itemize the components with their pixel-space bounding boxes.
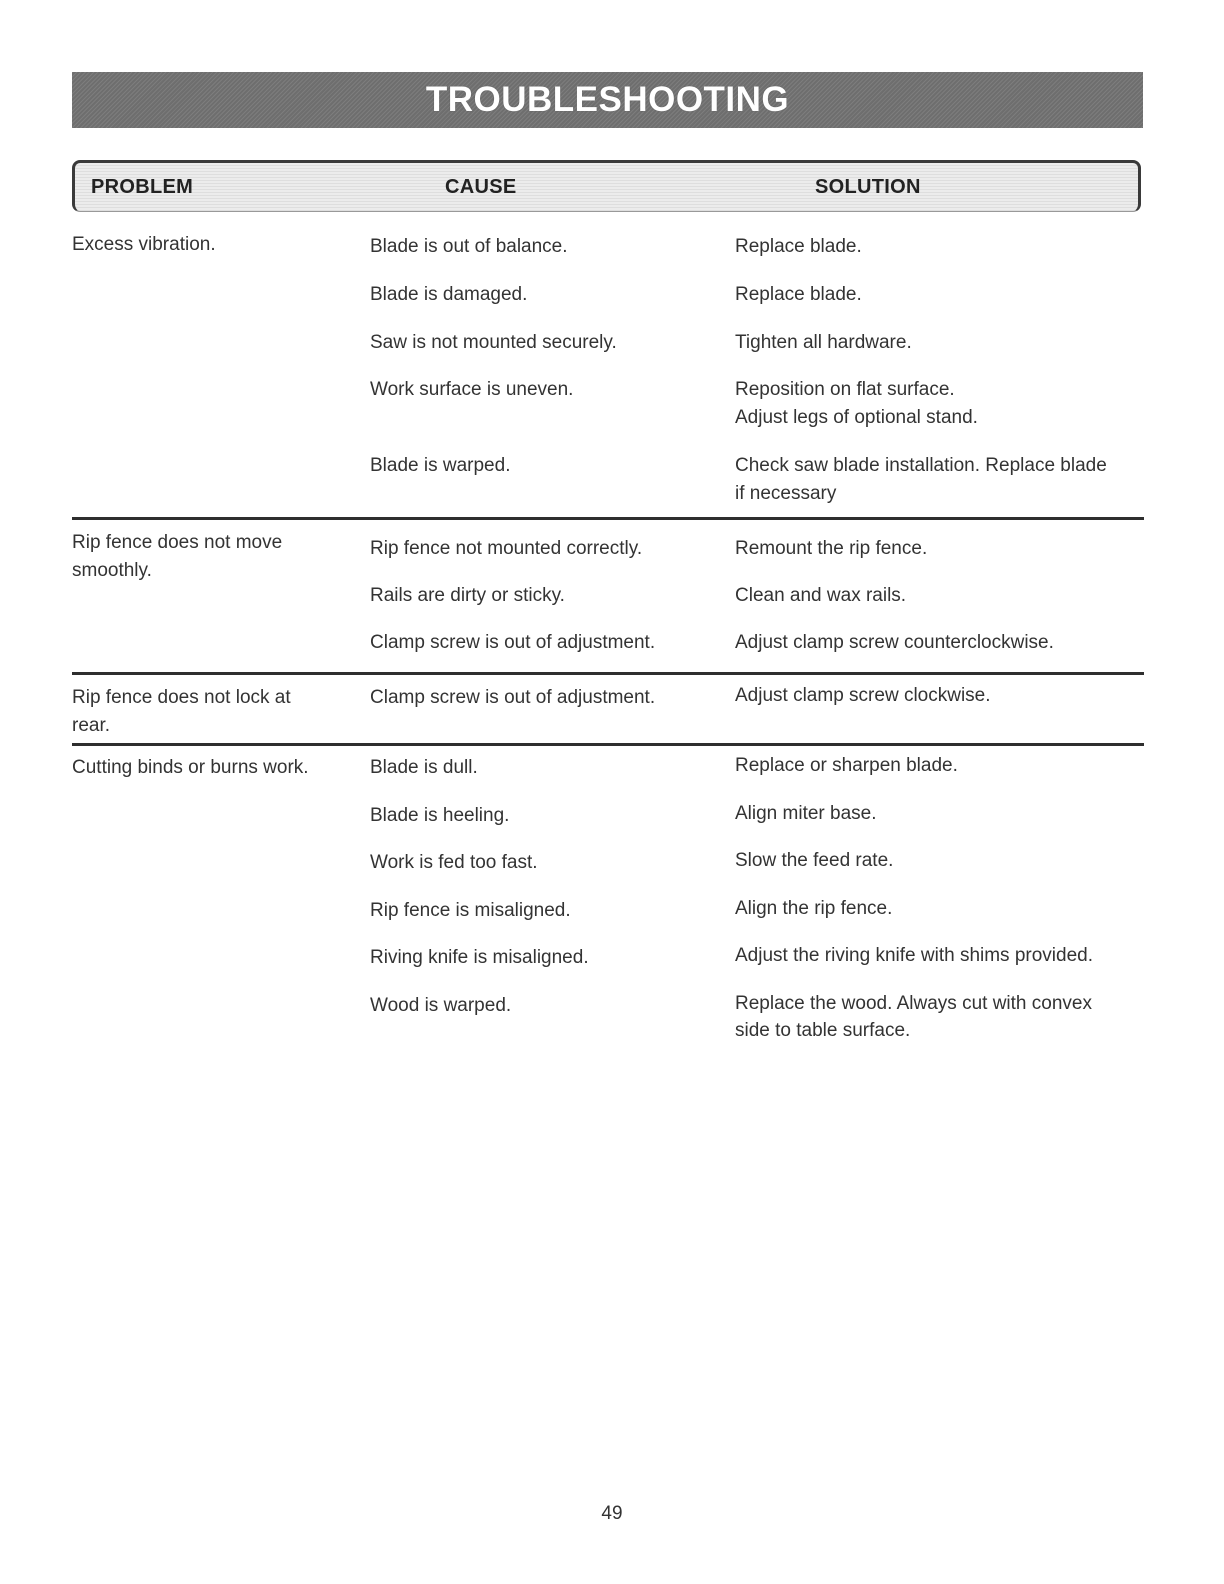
table-header [72, 160, 1141, 212]
cause-text: Blade is warped. [370, 455, 511, 476]
problem-text: Rip fence does not lock at [72, 687, 291, 708]
solution-text-continued: side to table surface. [735, 1020, 911, 1041]
problem-text-continued: smoothly. [72, 560, 152, 581]
solution-text-continued: if necessary [735, 483, 837, 504]
problem-text-continued: rear. [72, 715, 111, 736]
solution-text-continued: Adjust legs of optional stand. [735, 407, 978, 428]
cause-text: Work is fed too fast. [370, 852, 538, 873]
solution-text: Adjust the riving knife with shims provided. [735, 945, 1093, 966]
cause-text: Clamp screw is out of adjustment. [370, 632, 656, 653]
solution-text: Slow the feed rate. [735, 850, 894, 871]
page-number: 49 [601, 1503, 623, 1524]
cause-text: Rails are dirty or sticky. [370, 585, 565, 606]
solution-text: Replace blade. [735, 284, 862, 305]
solution-text: Align the rip fence. [735, 898, 893, 919]
solution-text: Replace the wood. Always cut with convex [735, 993, 1092, 1014]
cause-text: Blade is dull. [370, 757, 478, 778]
solution-text: Remount the rip fence. [735, 538, 928, 559]
problem-text: Cutting binds or burns work. [72, 757, 309, 778]
solution-text: Replace or sharpen blade. [735, 755, 958, 776]
cause-text: Work surface is uneven. [370, 379, 574, 400]
cause-text: Blade is out of balance. [370, 236, 568, 257]
solution-text: Check saw blade installation. Replace blade [735, 455, 1107, 476]
group-divider [72, 672, 1144, 675]
solution-text: Reposition on flat surface. [735, 379, 955, 400]
solution-text: Adjust clamp screw clockwise. [735, 685, 991, 706]
problem-text: Excess vibration. [72, 234, 216, 255]
cause-text: Blade is damaged. [370, 284, 528, 305]
group-divider [72, 743, 1144, 746]
header-cause: CAUSE [445, 176, 517, 198]
solution-text: Align miter base. [735, 803, 877, 824]
problem-text: Rip fence does not move [72, 532, 283, 553]
cause-text: Blade is heeling. [370, 805, 510, 826]
cause-text: Wood is warped. [370, 995, 512, 1016]
title-banner [72, 72, 1143, 128]
page-title: TROUBLESHOOTING [425, 80, 790, 119]
solution-text: Tighten all hardware. [735, 332, 912, 353]
cause-text: Rip fence not mounted correctly. [370, 538, 643, 559]
solution-text: Replace blade. [735, 236, 862, 257]
cause-text: Rip fence is misaligned. [370, 900, 571, 921]
solution-text: Adjust clamp screw counterclockwise. [735, 632, 1054, 653]
cause-text: Saw is not mounted securely. [370, 332, 617, 353]
group-divider [72, 517, 1144, 520]
solution-text: Clean and wax rails. [735, 585, 907, 606]
cause-text: Riving knife is misaligned. [370, 947, 589, 968]
header-problem: PROBLEM [91, 176, 194, 198]
header-solution: SOLUTION [815, 176, 921, 198]
cause-text: Clamp screw is out of adjustment. [370, 687, 656, 708]
